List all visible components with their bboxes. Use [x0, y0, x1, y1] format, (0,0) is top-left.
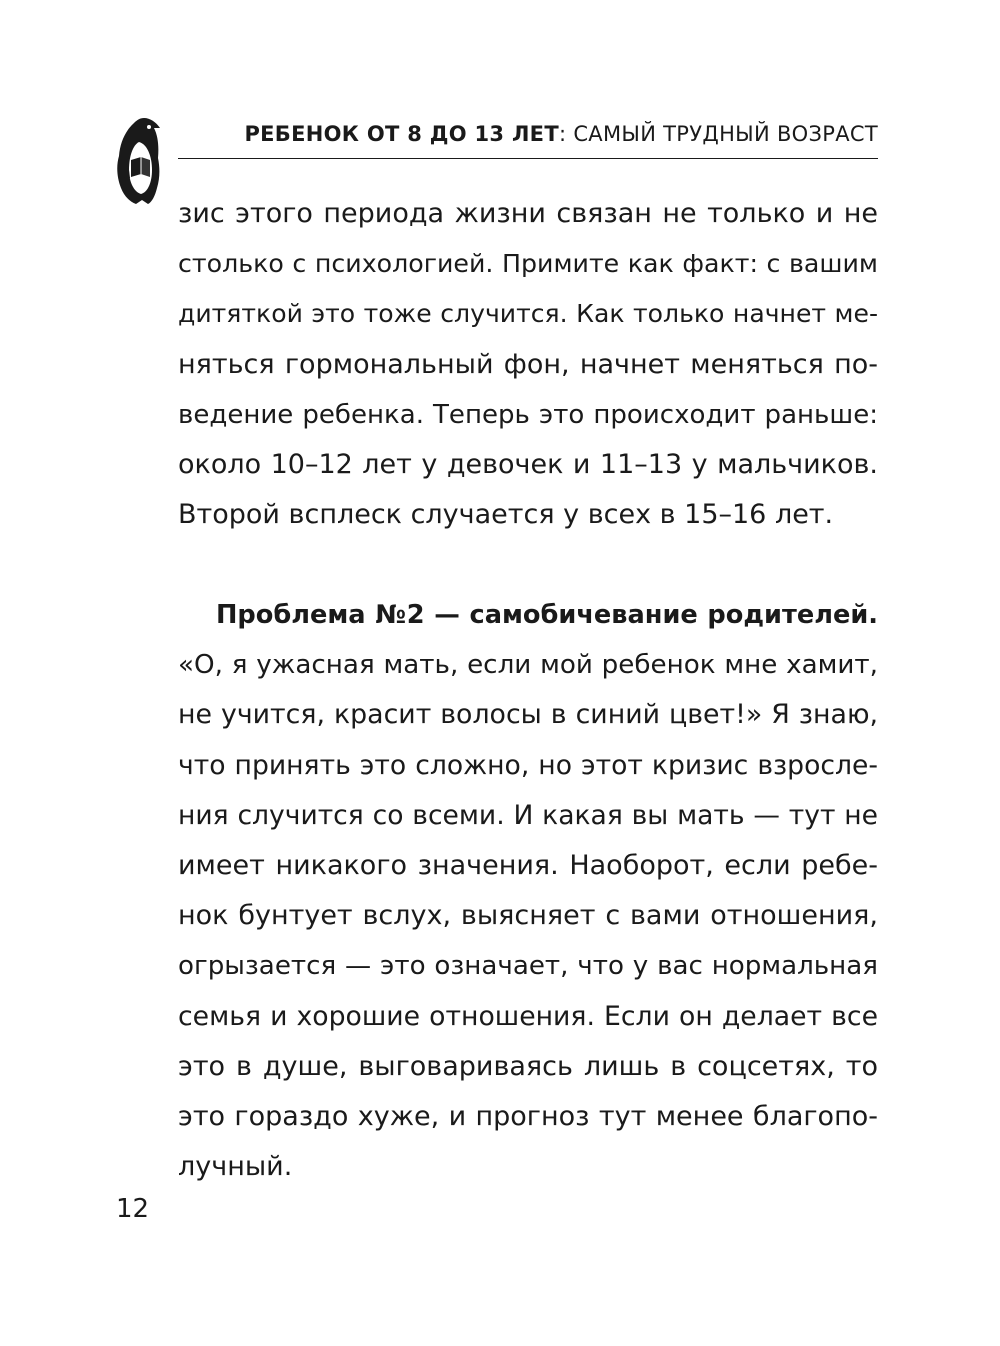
section-heading-line	[178, 590, 878, 640]
running-header-light: САМЫЙ ТРУДНЫЙ ВОЗРАСТ	[566, 122, 878, 146]
text-line: семья и хорошие отношения. Если он делает все	[178, 1000, 878, 1032]
text-line: зис этого периода жизни связан не только и не	[178, 198, 878, 229]
paragraph-2	[178, 590, 878, 1192]
text-line: огрызается — это означает, что у вас нормальная	[178, 951, 878, 982]
running-header	[178, 122, 878, 146]
text-line: Второй всплеск случается у всех в 15–16 лет.	[178, 499, 834, 531]
text-line: что принять это сложно, но этот кризис взросле-	[178, 749, 878, 781]
text-line: лучный.	[178, 1151, 293, 1183]
text-line: это гораздо хуже, и прогноз тут менее благопо-	[178, 1100, 878, 1132]
header-rule	[178, 158, 878, 159]
page-number: 12	[116, 1194, 150, 1224]
text-line: это в душе, выговариваясь лишь в соцсетях, то	[178, 1050, 878, 1082]
text-line: ведение ребенка. Теперь это происходит раньше:	[178, 399, 878, 430]
running-header-bold: РЕБЕНОК ОТ 8 ДО 13 ЛЕТ	[244, 122, 559, 146]
text-line: ния случится со всеми. И какая вы мать — тут не	[178, 799, 878, 831]
text-line: дитяткой это тоже случится. Как только начнет ме-	[178, 299, 878, 329]
text-line: нок бунтует вслух, выясняет с вами отношения,	[178, 900, 878, 932]
paragraph-1	[178, 189, 878, 540]
text-line: имеет никакого значения. Наоборот, если ребе-	[178, 849, 878, 881]
text-line: около 10–12 лет у девочек и 11–13 у мальчиков.	[178, 448, 878, 480]
penguin-reading-book-icon	[114, 116, 164, 206]
running-header-separator: :	[558, 122, 567, 146]
text-line: «О, я ужасная мать, если мой ребенок мне хамит,	[178, 650, 878, 681]
text-line: столько с психологией. Примите как факт: с вашим	[178, 249, 878, 279]
text-line: няться гормональный фон, начнет меняться по-	[178, 348, 878, 380]
section-heading: Проблема №2 — самобичевание родителей.	[216, 600, 878, 630]
text-line: не учится, красит волосы в синий цвет!» Я знаю,	[178, 699, 878, 731]
